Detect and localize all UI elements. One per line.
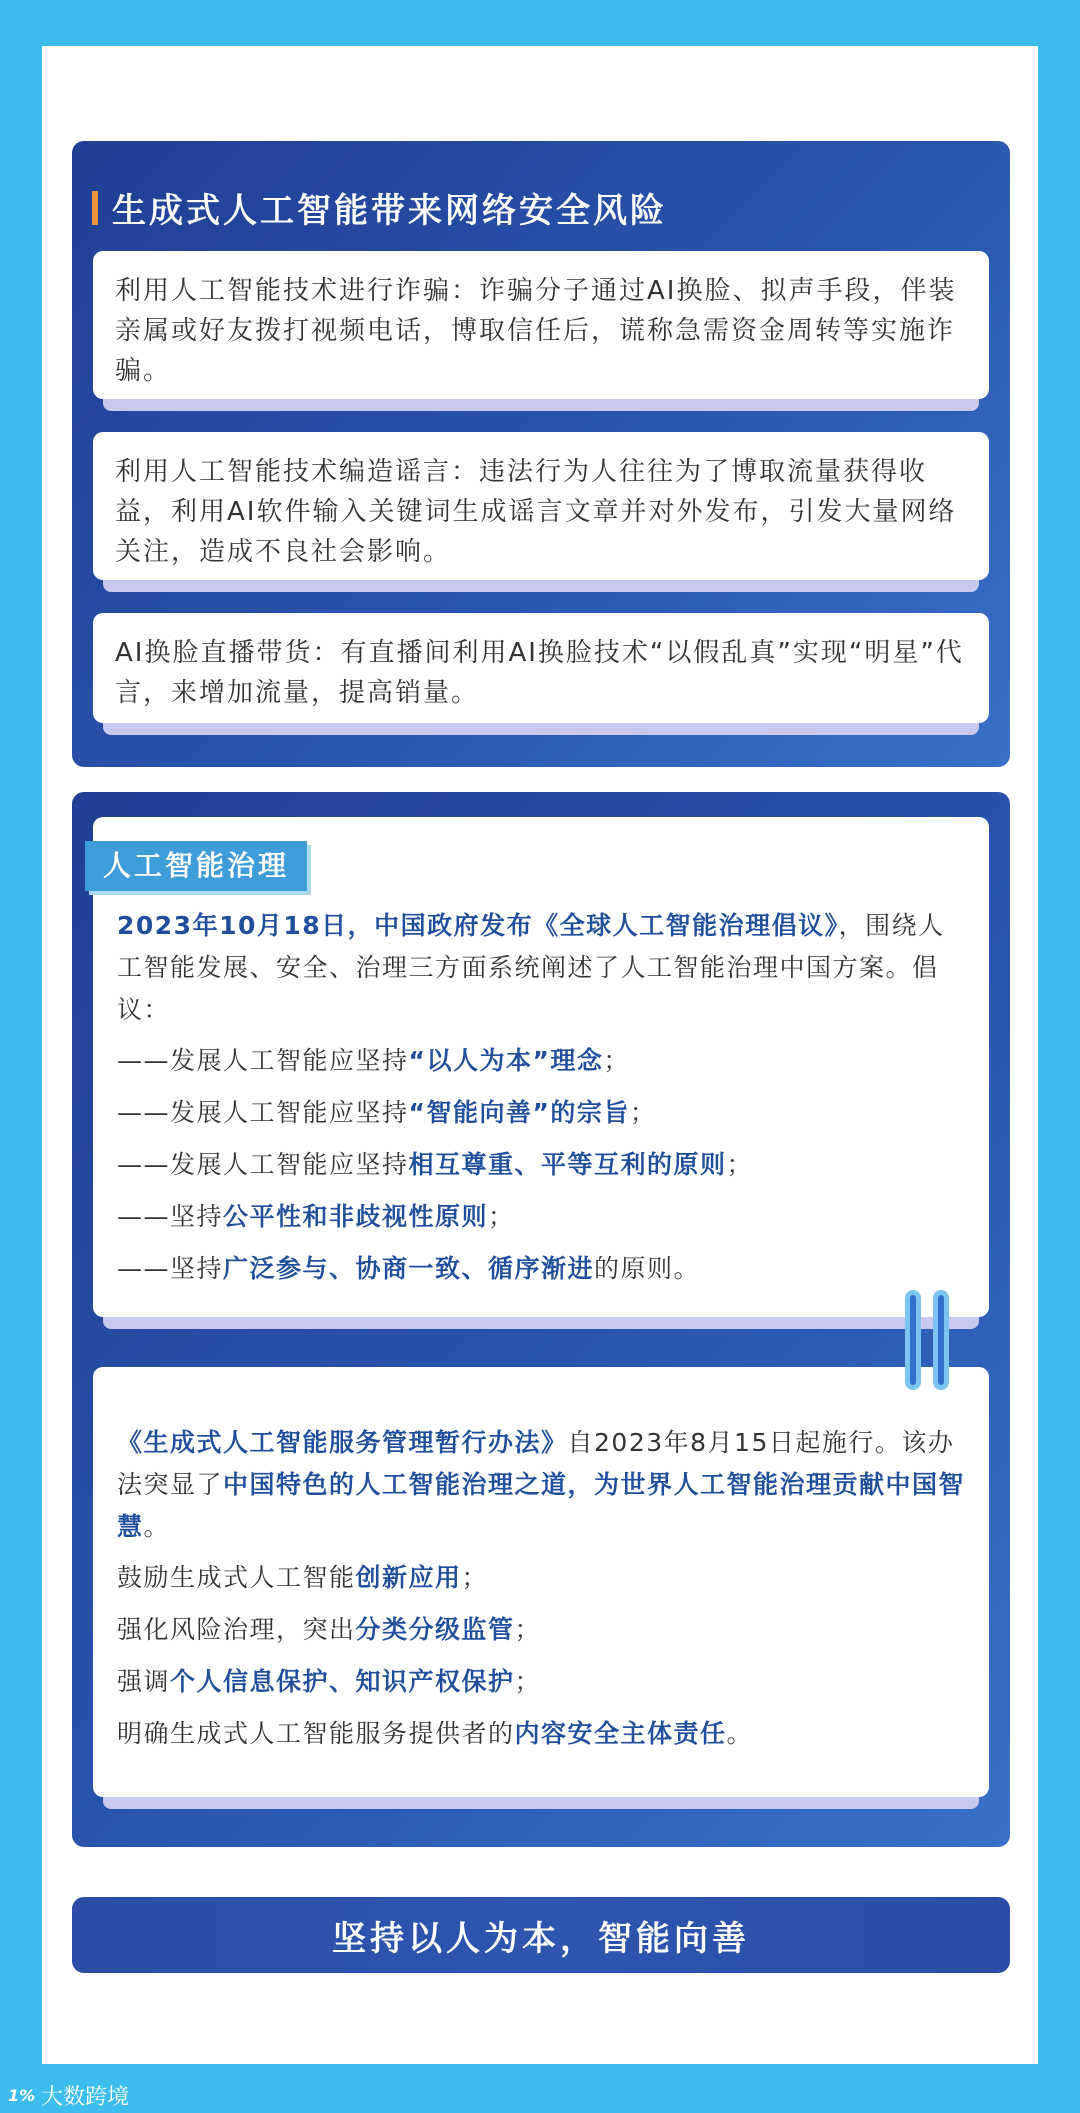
risk-card-text: 利用人工智能技术编造谣言：违法行为人往往为了博取流量获得收益，利用AI软件输入关键词生成谣言文章并对外发布，引发大量网络关注，造成不良社会影响。 [93, 432, 989, 580]
initiative-item: ——发展人工智能应坚持“智能向善”的宗旨； [117, 1098, 657, 1127]
risk-card-rumor [93, 432, 989, 580]
watermark-text: 大数跨境 [41, 2085, 130, 2110]
binder-clip-icon [933, 1290, 949, 1390]
binder-clip-icon [905, 1290, 921, 1390]
initiative-intro [117, 905, 971, 1031]
initiative-item: ——坚持公平性和非歧视性原则； [117, 1202, 515, 1231]
law-name: 《生成式人工智能服务管理暂行办法》 [117, 1428, 568, 1457]
risk-card-text: AI换脸直播带货：有直播间利用AI换脸技术“以假乱真”实现“明星”代言，来增加流量，提高销量。 [93, 613, 989, 723]
initiative-date-highlight: 2023年10月18日，中国政府发布《全球人工智能治理倡议》 [117, 911, 839, 940]
title-accent-bar [92, 191, 98, 225]
watermark-logo-icon: 1% [8, 2086, 36, 2105]
initiative-card [93, 817, 989, 1317]
risk-card-livestream [93, 613, 989, 723]
risk-card-fraud [93, 251, 989, 399]
measures-item: 强化风险治理，突出分类分级监管； [117, 1615, 542, 1644]
watermark [8, 2080, 129, 2111]
initiative-item: ——发展人工智能应坚持相互尊重、平等互利的原则； [117, 1150, 754, 1179]
initiative-intro-rest: ，围绕人工智能发展、安全、治理三方面系统阐述了人工智能治理中国方案。倡议： [117, 911, 945, 1024]
slogan-banner: 坚持以人为本，智能向善 [72, 1897, 1010, 1973]
measures-item: 鼓励生成式人工智能创新应用； [117, 1563, 489, 1592]
initiative-item: ——坚持广泛参与、协商一致、循序渐进的原则。 [117, 1254, 701, 1283]
initiative-item: ——发展人工智能应坚持“以人为本”理念； [117, 1046, 630, 1075]
risk-title-text: 生成式人工智能带来网络安全风险 [112, 191, 667, 231]
measures-item: 明确生成式人工智能服务提供者的内容安全主体责任。 [117, 1719, 754, 1748]
risk-section-title [92, 183, 667, 232]
measures-card [93, 1367, 989, 1797]
measures-item: 强调个人信息保护、知识产权保护； [117, 1667, 542, 1696]
measures-intro: 《生成式人工智能服务管理暂行办法》自2023年8月15日起施行。该办法突显了中国特色的人工智能治理之道，为世界人工智能治理贡献中国智慧。 [117, 1428, 966, 1541]
risk-card-text: 利用人工智能技术进行诈骗：诈骗分子通过AI换脸、拟声手段，伴装亲属或好友拨打视频电话，博取信任后，谎称急需资金周转等实施诈骗。 [93, 251, 989, 399]
governance-tag: 人工智能治理 [85, 841, 307, 891]
